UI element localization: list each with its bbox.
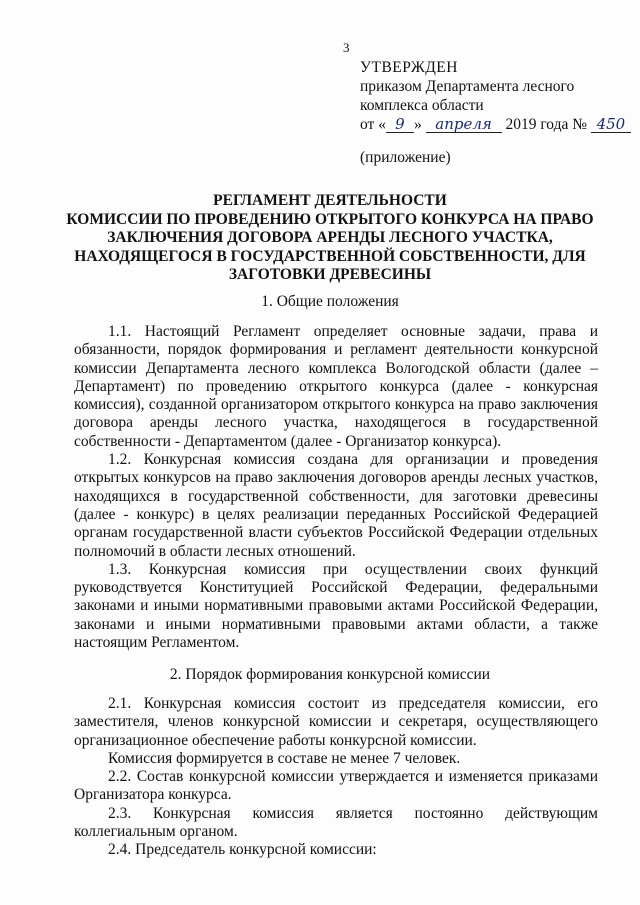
paragraph-1-3: 1.3. Конкурсная комиссия при осуществлении своих функций руководствуется Конституцией Российской Федерации, федеральными законами и иными нормативными правовыми актами Российской Федерации, законами и иными нормативными правовыми актами области, а также настоящим Регламентом. <box>74 560 598 652</box>
approval-title: УТВЕРЖДЕН <box>360 59 458 76</box>
paragraph-1-1: 1.1. Настоящий Регламент определяет основные задачи, права и обязанности, порядок формирования и регламент деятельности конкурсной комиссии Департамента лесного комплекса Вологодской области (далее – Департамент) по проведению открытого конкурса (далее - конкурсная комиссия), созданной организатором открытого конкурса на право заключения договора аренды лесного участка, находящегося в государственной собственности - Департаментом (далее - Организатор конкурса). <box>74 323 598 450</box>
date-suffix: 2019 года № <box>505 116 588 133</box>
heading-line-5: ЗАГОТОВКИ ДРЕВЕСИНЫ <box>228 266 432 283</box>
heading-line-2: КОМИССИИ ПО ПРОВЕДЕНИЮ ОТКРЫТОГО КОНКУРСА НА ПРАВО <box>66 210 594 228</box>
heading-line-3: ЗАКЛЮЧЕНИЯ ДОГОВОРА АРЕНДЫ ЛЕСНОГО УЧАСТКА, <box>107 229 553 246</box>
approval-line-1: приказом Департамента лесного <box>360 78 575 95</box>
page-number: 3 <box>343 40 350 55</box>
approval-line-2: комплекса области <box>360 97 484 114</box>
appendix-label: (приложение) <box>360 149 451 166</box>
date-month-handwritten: апреля <box>426 116 502 133</box>
section-2-body <box>74 695 598 860</box>
section-1-title: 1. Общие положения <box>261 293 399 310</box>
document-heading <box>60 192 600 285</box>
date-day-handwritten: 9 <box>386 116 414 133</box>
paragraph-2-3: 2.3. Конкурсная комиссия является постоянно действующим коллегиальным органом. <box>74 804 598 841</box>
paragraph-2-2: 2.2. Состав конкурсной комиссии утверждается и изменяется приказами Организатора конкурса. <box>74 768 598 804</box>
heading-line-4: НАХОДЯЩЕГОСЯ В ГОСУДАРСТВЕННОЙ СОБСТВЕННОСТИ, ДЛЯ <box>74 247 586 265</box>
paragraph-2-1-count: Комиссия формируется в составе не менее 7 человек. <box>108 749 461 767</box>
paragraph-1-2: 1.2. Конкурсная комиссия создана для организации и проведения открытых конкурсов на право заключения договоров аренды лесных участков, находящихся в государственной собственности, для заготовки древесины (далее - конкурс) в целях реализации переданных Российской Федерацией органам государственной власти субъектов Российской Федерации отдельных полномочий в области лесных отношений. <box>74 451 598 560</box>
heading-line-1: РЕГЛАМЕНТ ДЕЯТЕЛЬНОСТИ <box>213 192 447 209</box>
order-number-handwritten: 450 <box>591 116 631 133</box>
date-mid: » <box>413 116 422 133</box>
paragraph-2-1: 2.1. Конкурсная комиссия состоит из председателя комиссии, его заместителя, членов конкурсной комиссии и секретаря, осуществляющего организационное обеспечение работы конкурсной комиссии. <box>74 695 598 749</box>
date-prefix: от « <box>360 116 386 133</box>
section-1-body <box>74 323 598 652</box>
approval-date-line <box>360 115 631 134</box>
paragraph-2-4: 2.4. Председатель конкурсной комиссии: <box>108 841 377 859</box>
approval-stamp <box>360 58 631 167</box>
section-2-title: 2. Порядок формирования конкурсной комиссии <box>169 666 491 683</box>
